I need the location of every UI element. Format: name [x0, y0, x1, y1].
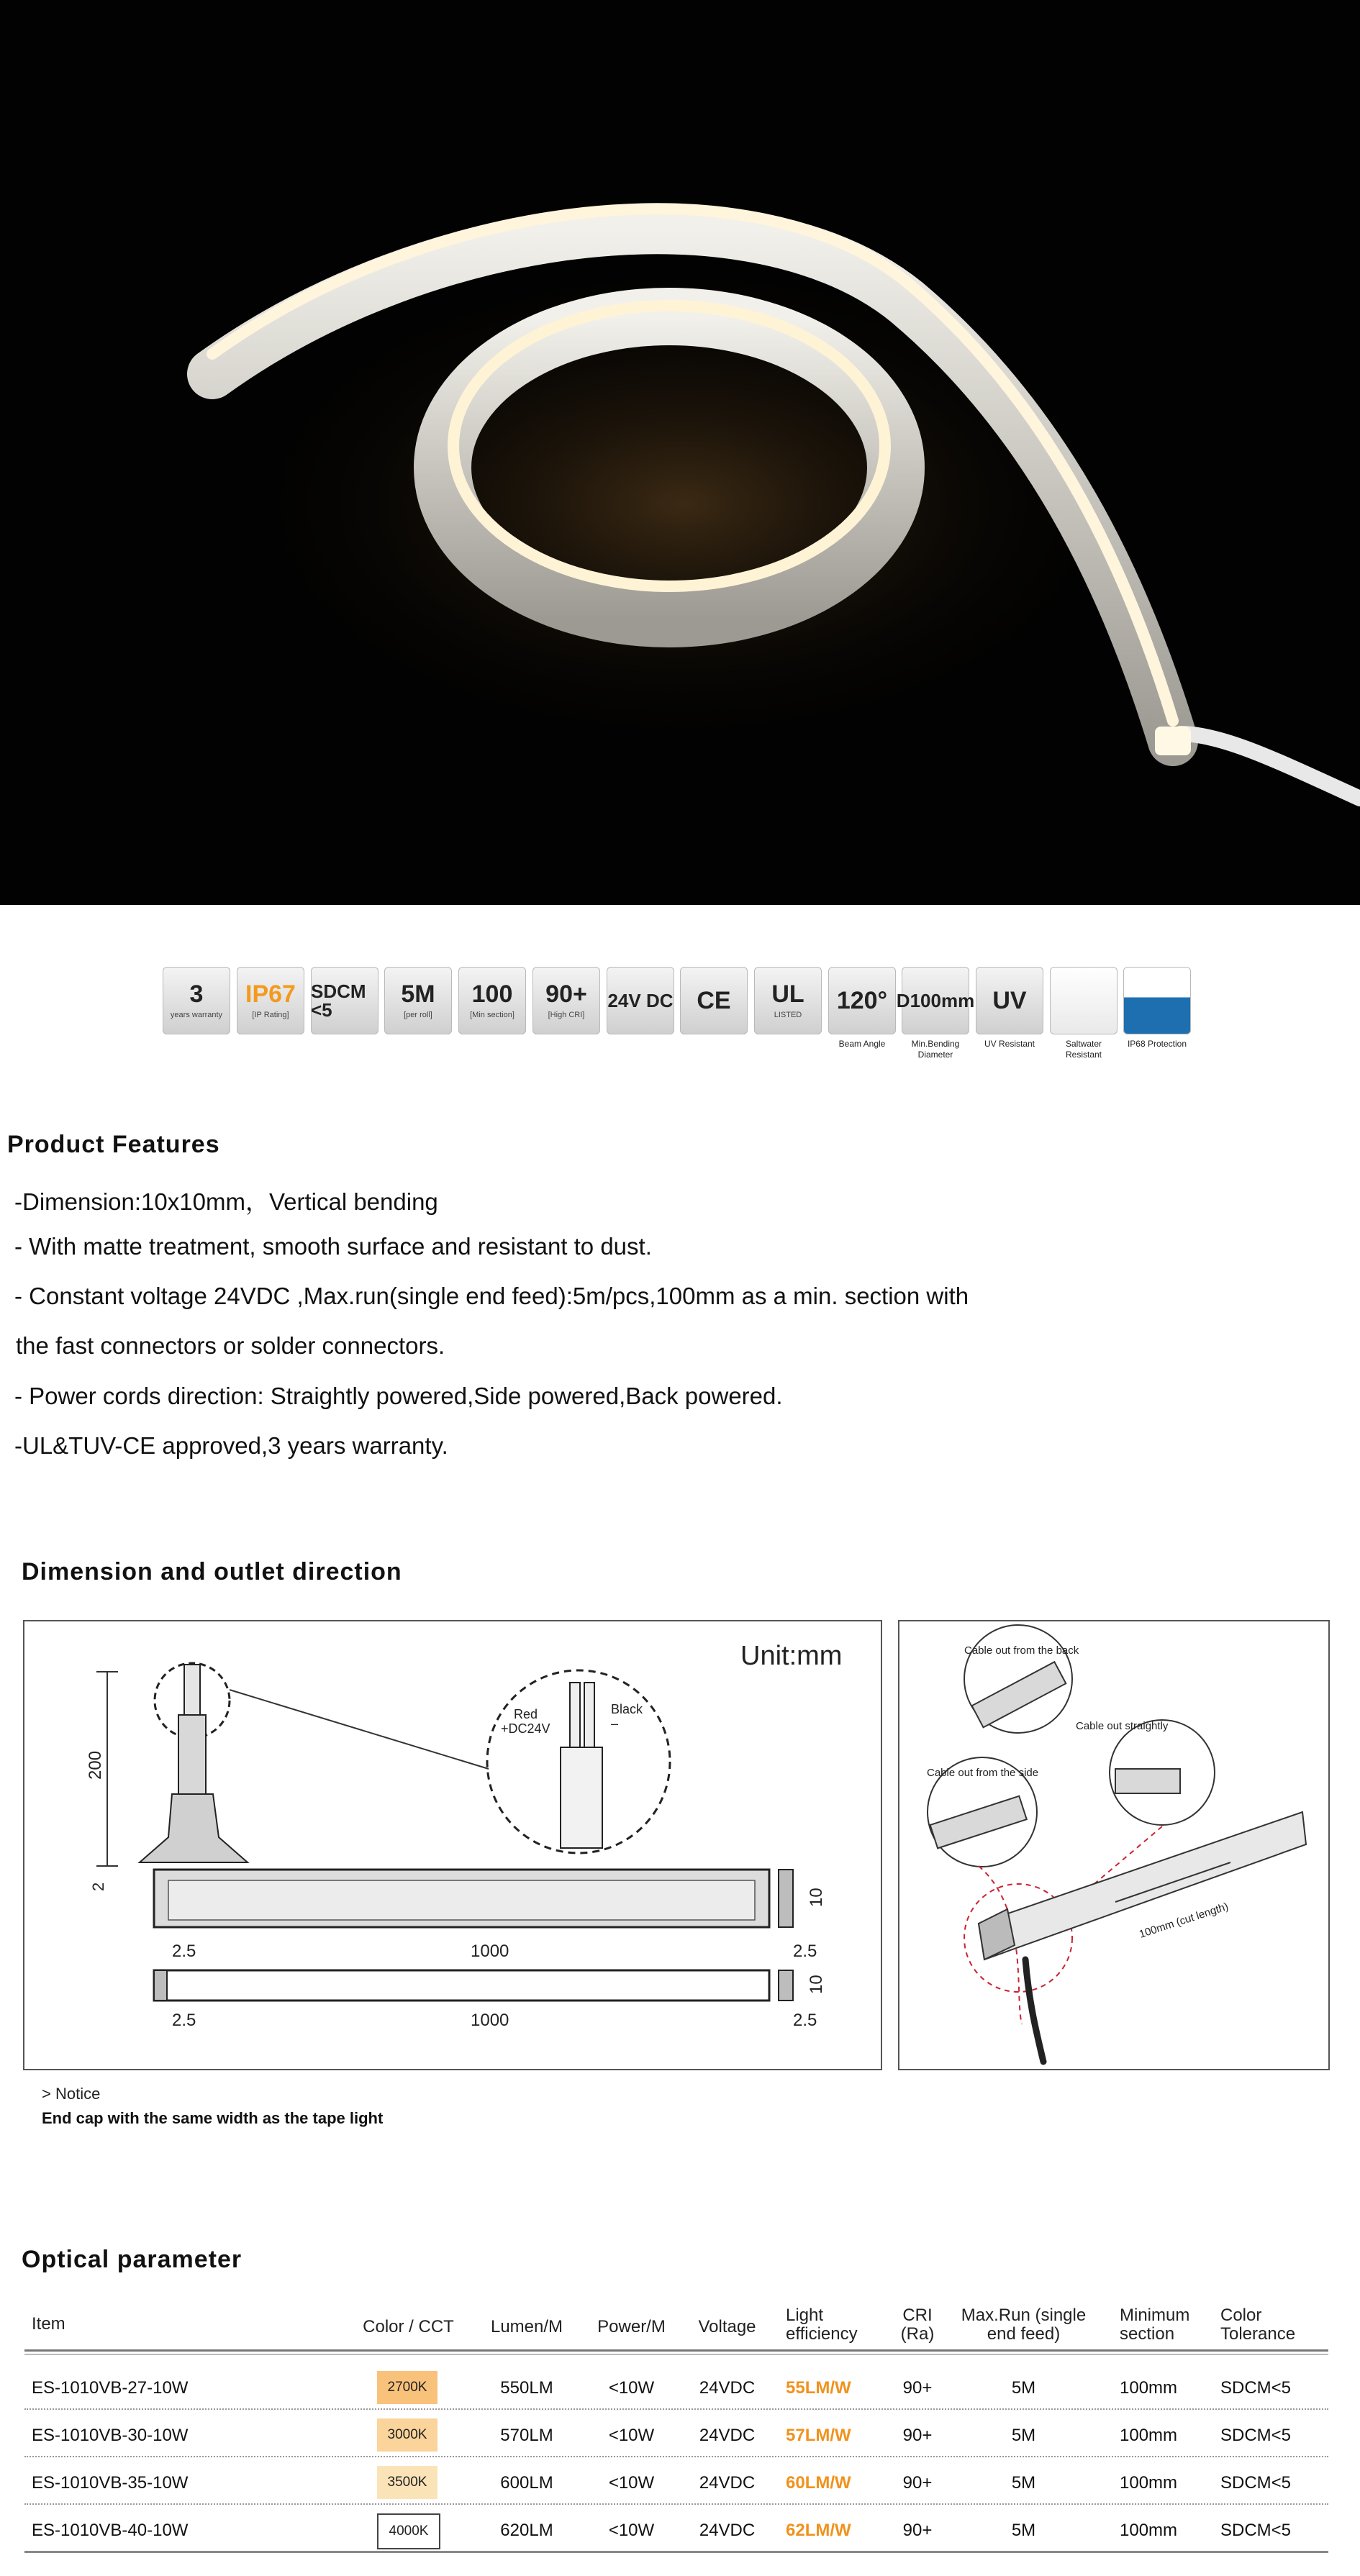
- feature-line: - Constant voltage 24VDC ,Max.run(single end feed):5m/pcs,100mm as a min. section with: [14, 1283, 969, 1309]
- dimension-drawing: [24, 1621, 881, 2069]
- icon-main-text: 120°: [836, 987, 888, 1014]
- icon-sub-text: years warranty: [170, 1011, 223, 1019]
- cell-eff: 55LM/W: [786, 2378, 851, 2398]
- icon-badge: [1123, 967, 1191, 1050]
- cell-power: <10W: [608, 2378, 655, 2398]
- icon-main-text: UV: [992, 987, 1027, 1014]
- icon-badge: [532, 967, 600, 1034]
- dim-cable-length: 200: [86, 1750, 105, 1780]
- icon-caption: Saltwater Resistant: [1065, 1039, 1102, 1060]
- outlet-direction-panel: [898, 1620, 1330, 2070]
- feature-line: the fast connectors or solder connectors.: [16, 1332, 445, 1359]
- icon-main-text: SDCM <5: [311, 980, 366, 1021]
- feature-line: - With matte treatment, smooth surface and resistant to dust.: [14, 1233, 652, 1260]
- icon-badge: [896, 967, 975, 1060]
- features-title: Product Features: [7, 1131, 220, 1158]
- warranty-badge-icon: [163, 967, 230, 1034]
- cell-item: ES-1010VB-27-10W: [32, 2378, 189, 2398]
- row-divider: [24, 2503, 1328, 2505]
- icon-sub-text: [Min section]: [470, 1011, 514, 1019]
- unit-label: Unit:mm: [740, 1641, 843, 1671]
- icon-caption: Min.Bending Diameter: [911, 1039, 960, 1060]
- saltwater-icon: [1050, 967, 1118, 1034]
- icon-badge: [458, 967, 526, 1034]
- th-voltage: Voltage: [698, 2317, 756, 2336]
- ip68-wave-icon: [1123, 967, 1191, 1034]
- cell-minsec: 100mm: [1120, 2426, 1178, 2445]
- cct-swatch: 3500K: [377, 2466, 438, 2499]
- cct-swatch: 2700K: [377, 2371, 438, 2404]
- cell-eff: 62LM/W: [786, 2521, 851, 2540]
- icon-badge: [311, 967, 378, 1034]
- bending-diameter-icon: [896, 967, 975, 1034]
- th-minsec: Minimum section: [1120, 2306, 1190, 2344]
- beam-angle-icon: [828, 967, 896, 1034]
- th-cri: CRI (Ra): [900, 2306, 935, 2344]
- cell-lumen: 550LM: [500, 2378, 553, 2398]
- cell-maxrun: 5M: [1011, 2426, 1036, 2445]
- cell-eff: 60LM/W: [786, 2473, 851, 2493]
- cell-cri: 90+: [902, 2378, 933, 2398]
- row-divider: [24, 2551, 1328, 2553]
- cell-cri: 90+: [902, 2426, 933, 2445]
- row-divider: [24, 2408, 1328, 2410]
- header-divider: [24, 2349, 1328, 2352]
- neon-flex-strip-photo: [0, 0, 1360, 905]
- cell-minsec: 100mm: [1120, 2378, 1178, 2398]
- feature-line: -UL&TUV-CE approved,3 years warranty.: [14, 1432, 448, 1459]
- icon-badge: [607, 967, 674, 1034]
- icon-main-text: 100: [471, 980, 513, 1008]
- min-section-icon: [458, 967, 526, 1034]
- outlet-direction-drawing: [899, 1621, 1328, 2069]
- cell-minsec: 100mm: [1120, 2473, 1178, 2493]
- optical-title: Optical parameter: [22, 2246, 242, 2273]
- cri-icon: [532, 967, 600, 1034]
- outlet-cut-label: 100mm (cut length): [1137, 1900, 1230, 1941]
- icon-badge: [680, 967, 748, 1034]
- outlet-straight-label: Cable out straightly: [1076, 1720, 1169, 1732]
- icon-caption: Beam Angle: [838, 1039, 886, 1049]
- icon-sub-text: [IP Rating]: [252, 1011, 289, 1019]
- dim-height-2: 10: [807, 1975, 826, 1994]
- th-item: Item: [32, 2314, 65, 2334]
- icon-main-text: IP67: [245, 980, 296, 1008]
- icon-main-text: CE: [697, 987, 731, 1014]
- cell-power: <10W: [608, 2426, 655, 2445]
- cell-voltage: 24VDC: [699, 2378, 756, 2398]
- cell-voltage: 24VDC: [699, 2521, 756, 2540]
- cell-power: <10W: [608, 2521, 655, 2540]
- dim-right-2: 2.5: [793, 2011, 817, 2030]
- icon-badge: [976, 967, 1043, 1050]
- icon-caption: UV Resistant: [984, 1039, 1035, 1049]
- icon-badge: [163, 967, 230, 1034]
- cell-maxrun: 5M: [1011, 2521, 1036, 2540]
- th-eff: Light efficiency: [786, 2306, 858, 2344]
- cell-item: ES-1010VB-30-10W: [32, 2426, 189, 2445]
- icon-sub-text: [High CRI]: [548, 1011, 585, 1019]
- icon-main-text: 24V DC: [607, 990, 674, 1011]
- ip67-icon: [237, 967, 304, 1034]
- cell-tol: SDCM<5: [1220, 2426, 1292, 2445]
- hero-product-photo: [0, 0, 1360, 905]
- cell-cri: 90+: [902, 2473, 933, 2493]
- outlet-side-label: Cable out from the side: [927, 1767, 1039, 1779]
- icon-main-text: 90+: [545, 980, 587, 1008]
- icon-sub-text: [per roll]: [404, 1011, 432, 1019]
- sdcm-icon: [311, 967, 378, 1034]
- dim-left-2: 2.5: [172, 2011, 196, 2030]
- dimension-drawing-panel: [23, 1620, 882, 2070]
- feature-line: -Dimension:10x10mm，Vertical bending: [14, 1188, 438, 1215]
- th-cct: Color / CCT: [363, 2317, 454, 2336]
- wire-red-label: Red: [514, 1707, 538, 1721]
- dimension-title: Dimension and outlet direction: [22, 1558, 402, 1585]
- roll-length-icon: [384, 967, 452, 1034]
- cell-eff: 57LM/W: [786, 2426, 851, 2445]
- cell-lumen: 620LM: [500, 2521, 553, 2540]
- icon-main-text: 3: [189, 980, 204, 1008]
- icon-badge: [754, 967, 822, 1034]
- wire-minus-label: –: [611, 1716, 619, 1731]
- cell-lumen: 600LM: [500, 2473, 553, 2493]
- cell-cri: 90+: [902, 2521, 933, 2540]
- notice-label: > Notice: [42, 2085, 101, 2103]
- cell-voltage: 24VDC: [699, 2426, 756, 2445]
- icon-main-text: D100mm: [896, 990, 975, 1011]
- cell-item: ES-1010VB-40-10W: [32, 2521, 189, 2540]
- icon-badge: [384, 967, 452, 1034]
- icon-badge: [828, 967, 896, 1050]
- cell-power: <10W: [608, 2473, 655, 2493]
- ul-listed-icon: [754, 967, 822, 1034]
- icon-badge: [1050, 967, 1118, 1060]
- icon-caption: IP68 Protection: [1127, 1039, 1187, 1049]
- cell-maxrun: 5M: [1011, 2378, 1036, 2398]
- cell-minsec: 100mm: [1120, 2521, 1178, 2540]
- cell-tol: SDCM<5: [1220, 2378, 1292, 2398]
- dim-length-1: 1000: [471, 1942, 509, 1961]
- feature-icon-strip: [0, 906, 1360, 1122]
- cell-lumen: 570LM: [500, 2426, 553, 2445]
- cell-tol: SDCM<5: [1220, 2473, 1292, 2493]
- row-divider: [24, 2456, 1328, 2457]
- voltage-icon: [607, 967, 674, 1034]
- cct-swatch: 4000K: [377, 2513, 440, 2549]
- icon-badge: [237, 967, 304, 1034]
- cell-item: ES-1010VB-35-10W: [32, 2473, 189, 2493]
- feature-line: - Power cords direction: Straightly powered,Side powered,Back powered.: [14, 1383, 783, 1409]
- notice-text: End cap with the same width as the tape light: [42, 2109, 384, 2127]
- th-lumen: Lumen/M: [490, 2317, 563, 2336]
- icon-main-text: UL: [771, 980, 804, 1008]
- dim-length-2: 1000: [471, 2011, 509, 2030]
- cell-tol: SDCM<5: [1220, 2521, 1292, 2540]
- cell-maxrun: 5M: [1011, 2473, 1036, 2493]
- header-divider-2: [24, 2354, 1328, 2355]
- dim-gap: 2: [89, 1882, 107, 1891]
- uv-resistant-icon: [976, 967, 1043, 1034]
- dim-height-1: 10: [807, 1888, 826, 1907]
- th-maxrun: Max.Run (single end feed): [961, 2306, 1087, 2344]
- icon-sub-text: LISTED: [774, 1011, 802, 1019]
- wire-dc-label: +DC24V: [501, 1721, 550, 1736]
- icon-main-text: 5M: [401, 980, 435, 1008]
- th-power: Power/M: [597, 2317, 666, 2336]
- dim-right-1: 2.5: [793, 1942, 817, 1961]
- cct-swatch: 3000K: [377, 2418, 438, 2452]
- th-tol: Color Tolerance: [1220, 2306, 1296, 2344]
- wire-black-label: Black: [611, 1702, 643, 1716]
- cell-voltage: 24VDC: [699, 2473, 756, 2493]
- ce-mark-icon: [680, 967, 748, 1034]
- dim-left-1: 2.5: [172, 1942, 196, 1961]
- outlet-back-label: Cable out from the back: [964, 1644, 1079, 1657]
